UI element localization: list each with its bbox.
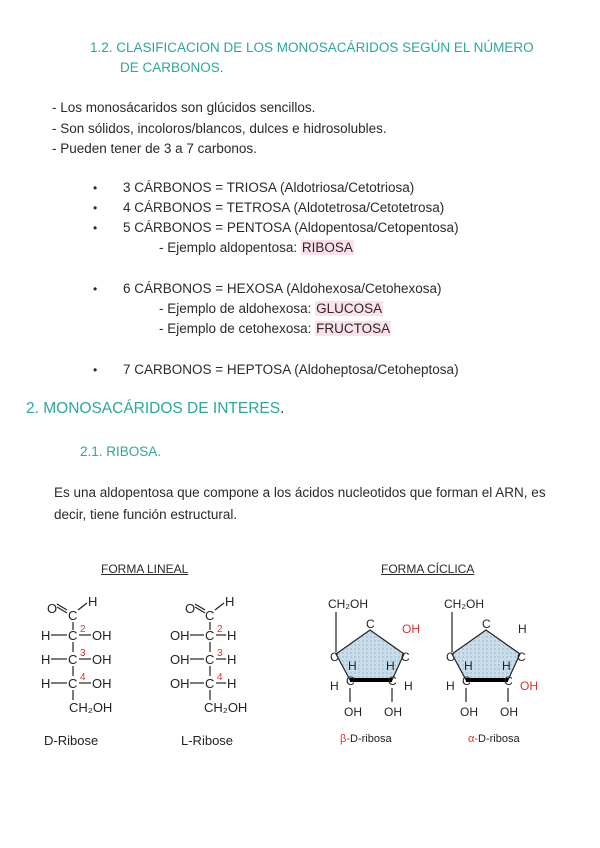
atom-h: H — [404, 679, 413, 693]
atom-c: C — [205, 676, 215, 691]
beta-d-ribosa-label: β-D-ribosa — [340, 733, 392, 745]
atom-c: C — [330, 650, 339, 664]
atom-c: C — [68, 608, 78, 623]
example-text: - Ejemplo aldopentosa: — [159, 240, 301, 255]
bullet-detail: (Aldotriosa/Cetotriosa) — [276, 180, 415, 195]
bullet-name: HEPTOSA — [226, 362, 291, 377]
atom-c: C — [388, 674, 397, 688]
carbon-number: 3 — [80, 648, 86, 659]
linear-form-figure — [38, 588, 256, 752]
d-ribose-label: D-Ribose — [44, 733, 99, 748]
atom-c: C — [401, 650, 410, 664]
section-heading-1-2 — [90, 38, 570, 78]
hydroxyl: OH — [170, 628, 190, 643]
bullet-name: TETROSA — [226, 200, 290, 215]
atom-c: C — [462, 674, 471, 688]
atom-c: C — [68, 676, 78, 691]
carbon-number: 4 — [80, 672, 86, 683]
atom-h: H — [88, 594, 98, 609]
atom-h: H — [41, 676, 51, 691]
atom-c: C — [205, 628, 215, 643]
hydroxyl: OH — [460, 705, 478, 719]
bullet-dot: • — [93, 363, 98, 377]
atom-h: H — [41, 628, 51, 643]
atom-h: H — [386, 659, 395, 673]
hydroxyl: OH — [170, 676, 190, 691]
example-highlight: RIBOSA — [301, 240, 353, 255]
linear-form-title: FORMA LINEAL — [101, 562, 189, 576]
bullet-name: TRIOSA — [226, 180, 277, 195]
atom-c: C — [68, 652, 78, 667]
atom-h: H — [330, 679, 339, 693]
carbon-number: 2 — [80, 624, 86, 635]
ch2oh-group: CH₂OH — [328, 597, 368, 611]
atom-o: O — [47, 601, 58, 616]
bullet-dot: • — [93, 282, 98, 296]
bullet-dot: • — [93, 201, 98, 215]
example-aldohexosa — [159, 299, 383, 319]
bullet-3-carbons — [93, 178, 415, 198]
atom-h: H — [446, 679, 455, 693]
atom-h: H — [41, 652, 51, 667]
bullet-6-carbons — [93, 279, 442, 299]
intro-list — [52, 98, 387, 160]
atom-h: H — [227, 676, 237, 691]
d-ribose-structure — [41, 594, 112, 748]
intro-line: - Son sólidos, incoloros/blancos, dulces e hidrosolubles. — [52, 120, 387, 136]
atom-c: C — [68, 628, 78, 643]
hydroxyl: OH — [500, 705, 518, 719]
bullet-name: PENTOSA — [226, 220, 291, 235]
ch2oh-group: CH₂OH — [444, 597, 484, 611]
section-heading-line1: 1.2. CLASIFICACION DE LOS MONOSACÁRIDOS SEGÚN EL NÚMERO — [90, 40, 534, 55]
atom-h: H — [518, 622, 527, 636]
hydroxyl: OH — [92, 676, 112, 691]
bullet-num: 3 CÁRBONOS = — [123, 180, 227, 195]
bullet-detail: (Aldohexosa/Cetohexosa) — [282, 281, 442, 296]
hydroxyl: OH — [92, 652, 112, 667]
atom-c: C — [517, 650, 526, 664]
example-text: - Ejemplo de cetohexosa: — [159, 321, 316, 336]
hydroxyl: OH — [402, 622, 420, 636]
bullet-4-carbons — [93, 198, 445, 218]
example-highlight: GLUCOSA — [316, 301, 383, 316]
hydroxyl: OH — [520, 679, 538, 693]
beta-ribofuranose — [328, 597, 420, 745]
cyclic-form-title: FORMA CÍCLICA — [381, 562, 475, 576]
section-heading-2-title: 2. MONOSACÁRIDOS DE INTERES — [26, 400, 281, 417]
bullet-detail: (Aldotetrosa/Cetotetrosa) — [289, 200, 445, 215]
section-heading-2-1: 2.1. RIBOSA. — [80, 444, 162, 459]
example-cetohexosa — [159, 319, 391, 339]
carbon-number: 4 — [217, 672, 223, 683]
intro-line: - Los monosácaridos son glúcidos sencillos. — [52, 100, 316, 115]
l-ribose-label: L-Ribose — [181, 733, 234, 748]
ring-oxygen: C — [366, 617, 375, 631]
atom-c: C — [205, 652, 215, 667]
atom-c: C — [205, 608, 215, 623]
bullet-5-carbons — [93, 218, 459, 238]
atom-h: H — [464, 659, 473, 673]
atom-o: O — [185, 601, 196, 616]
alpha-d-ribosa-label: α-D-ribosa — [468, 733, 520, 745]
ch2oh-group: CH₂OH — [69, 700, 113, 715]
atom-c: C — [346, 674, 355, 688]
ch2oh-group: CH₂OH — [204, 700, 248, 715]
carbon-number: 3 — [217, 648, 223, 659]
l-ribose-structure — [170, 594, 247, 748]
hydroxyl: OH — [384, 705, 402, 719]
bullet-num: 6 CÁRBONOS = — [123, 281, 227, 296]
alpha-ribofuranose — [444, 597, 538, 745]
bullet-7-carbons — [93, 360, 459, 380]
atom-h: H — [227, 628, 237, 643]
section-heading-2-dot: . — [280, 400, 285, 417]
ring-oxygen: C — [482, 617, 491, 631]
atom-h: H — [225, 594, 235, 609]
bullet-detail: (Aldoheptosa/Cetoheptosa) — [290, 362, 459, 377]
example-highlight: FRUCTOSA — [316, 321, 391, 336]
section-heading-line2: DE CARBONOS. — [120, 60, 224, 75]
atom-c: C — [504, 674, 513, 688]
bullet-dot: • — [93, 181, 98, 195]
bullet-detail: (Aldopentosa/Cetopentosa) — [290, 220, 459, 235]
hydroxyl: OH — [170, 652, 190, 667]
bullet-name: HEXOSA — [226, 281, 283, 296]
example-aldopentosa — [159, 238, 354, 258]
hydroxyl: OH — [92, 628, 112, 643]
bullet-dot: • — [93, 221, 98, 235]
atom-h: H — [348, 659, 357, 673]
intro-line: - Pueden tener de 3 a 7 carbonos. — [52, 141, 257, 156]
example-text: - Ejemplo de aldohexosa: — [159, 301, 316, 316]
hydroxyl: OH — [344, 705, 362, 719]
carbon-number: 2 — [217, 624, 223, 635]
bullet-num: 4 CÁRBONOS = — [123, 200, 227, 215]
bullet-num: 5 CÁRBONOS = — [123, 220, 227, 235]
atom-c: C — [446, 650, 455, 664]
cyclic-form-figure — [322, 592, 538, 752]
ribosa-description: Es una aldopentosa que compone a los ácidos nucleotidos que forman el ARN, es decir, tiene función estructural. — [54, 485, 546, 522]
bullet-num: 7 CARBONOS = — [123, 362, 227, 377]
atom-h: H — [502, 659, 511, 673]
atom-h: H — [227, 652, 237, 667]
section-heading-2 — [26, 400, 284, 418]
